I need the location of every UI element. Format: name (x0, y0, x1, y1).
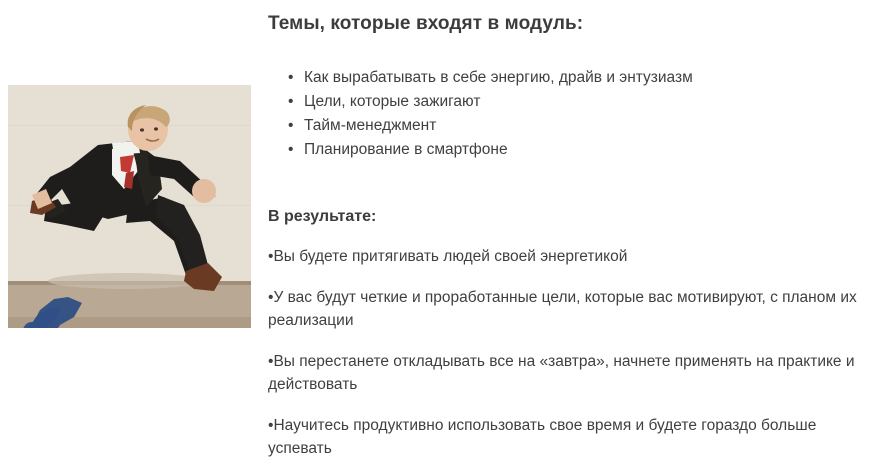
jumping-man-illustration (8, 85, 251, 328)
results-list (268, 245, 884, 460)
list-item (268, 245, 873, 268)
result-text: Вы перестанете откладывать все на «завтра», начнете применять на практике и действовать (268, 353, 855, 394)
page-title: Темы, которые входят в модуль: (268, 13, 584, 34)
result-text: У вас будут четкие и проработанные цели, которые вас мотивируют, с планом их реализации (268, 289, 857, 330)
bullet-icon: • (288, 68, 294, 86)
hero-image (8, 85, 251, 328)
list-item (268, 67, 884, 89)
topic-text: Тайм-менеджмент (304, 116, 437, 134)
bullet-icon: • (268, 289, 274, 307)
bullet-icon: • (268, 417, 274, 435)
topics-list (268, 67, 884, 161)
topic-text: Как вырабатывать в себе энергию, драйв и энтузиазм (304, 68, 693, 86)
text-column (268, 0, 884, 476)
results-heading: В результате: (268, 207, 377, 225)
list-item (268, 350, 873, 396)
bullet-icon: • (288, 140, 294, 158)
bullet-icon: • (288, 116, 294, 134)
bullet-icon: • (288, 92, 294, 110)
bullet-icon: • (268, 353, 274, 371)
list-item (268, 286, 873, 332)
result-text: Научитесь продуктивно использовать свое время и будете гораздо больше успевать (268, 417, 817, 458)
list-item (268, 414, 873, 460)
bullet-icon: • (268, 248, 274, 266)
result-text: Вы будете притягивать людей своей энергетикой (273, 248, 628, 266)
topic-text: Планирование в смартфоне (304, 140, 508, 158)
topic-text: Цели, которые зажигают (304, 92, 481, 110)
list-item (268, 115, 884, 137)
list-item (268, 139, 884, 161)
list-item (268, 91, 884, 113)
